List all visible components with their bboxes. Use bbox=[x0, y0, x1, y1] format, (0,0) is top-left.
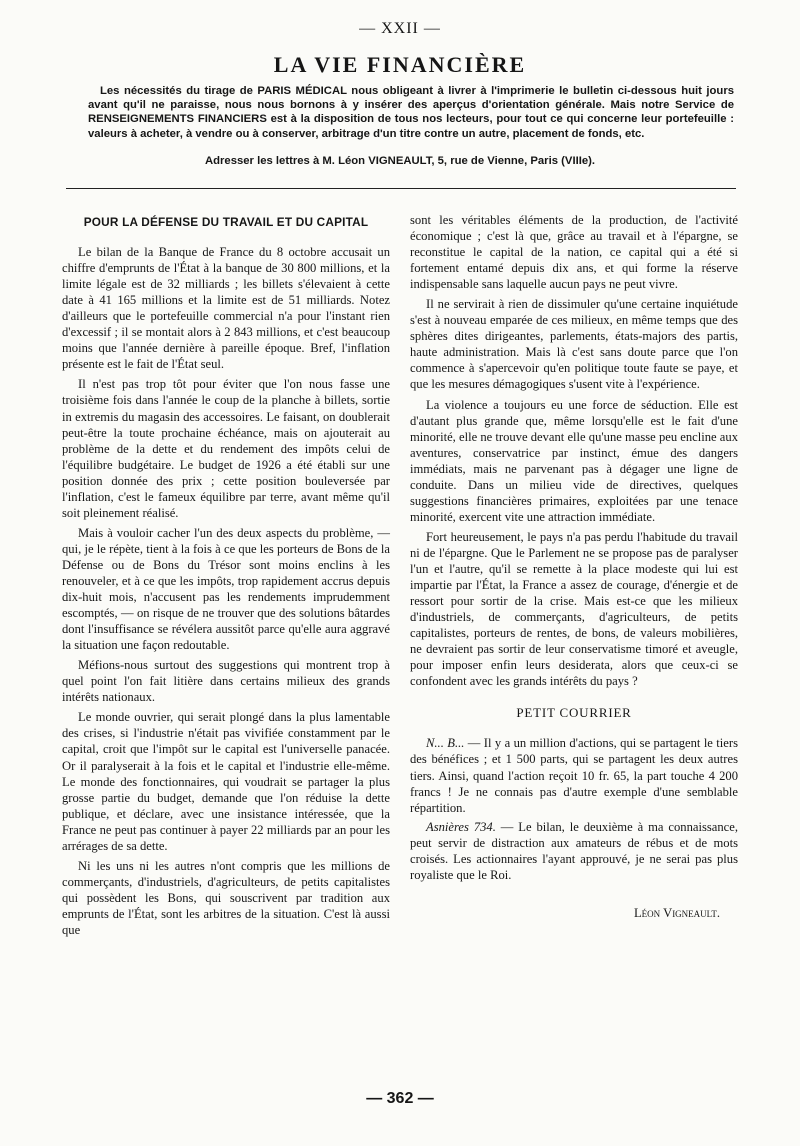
contact-address: Adresser les lettres à M. Léon VIGNEAULT, 5, rue de Vienne, Paris (VIIIe). bbox=[204, 155, 596, 167]
courrier-heading: PETIT COURRIER bbox=[516, 705, 632, 721]
right-column bbox=[410, 212, 738, 921]
article-paragraph: Il ne servirait à rien de dissimuler qu'une certaine inquiétude s'est à nouveau emparée de ces milieux, en même temps que des sphères dites dirigeantes, parlements, états-majors des partis, haute administration. Mais là c'est sans doute parce que l'on commence à s'apercevoir qu'en politique toute faute se paye, et que les mesures démagogiques s'usent vite à l'expérience. bbox=[410, 297, 738, 392]
page-number: — 362 — bbox=[366, 1090, 434, 1107]
article-paragraph: Méfions-nous surtout des suggestions qui montrent trop à quel point l'on fait litière dans certains milieux des grands intérêts nationaux. bbox=[62, 658, 390, 705]
article-paragraph: Le bilan de la Banque de France du 8 octobre accusait un chiffre d'emprunts de l'État à la banque de 30 800 millions, et la limite légale est de 32 milliards ; les billets s'élevaient à cette date à 41 165 millions et la limite est de 51 milliards. Notez d'ailleurs que le portefeuille commercial n'a pour l'instant rien d'excessif ; il se montait alors à 2 843 millions, et c'est beaucoup moins que l'année dernière à pareille époque. Bref, l'inflation présente est le fait de l'État seul. bbox=[62, 245, 390, 372]
courrier-correspondent: Asnières 734. bbox=[426, 819, 496, 834]
article-paragraph: sont les véritables éléments de la production, de l'activité économique ; c'est là que, grâce au travail et à l'épargne, se reconstitue le capital de la nation, ce capital qui a été si fortement entamé depuis dix ans, et qui forme la réserve indispensable sans laquelle aucun pays ne peut vivre. bbox=[410, 213, 738, 292]
article-closing-paragraph: Fort heureusement, le pays n'a pas perdu l'habitude du travail ni de l'épargne. Que le Parlement ne se propose pas de paralyser l'un et l'autre, qu'il se remette à la place modeste qui lui est impartie par l'État, la France a assez de courage, d'énergie et de ressort pour sortir de la crise. Mais est-ce que les milieux d'industriels, de commerçants, d'agriculteurs, de petits capitalistes, porteurs de rentes, de bons, de valeurs mobilières, ne devraient pas sortir de leur conservatisme timoré et aveugle, pour imposer enfin leurs desiderata, alors que ceux-ci se confondent avec les grands intérêts du pays ? bbox=[410, 529, 738, 689]
intro-notice: Les nécessités du tirage de PARIS MÉDICAL nous obligeant à livrer à l'imprimerie le bulletin ci-dessous huit jours avant qu'il ne paraisse, nous nous bornons à y insérer des aperçus d'orientation générale. Mais notre Service de RENSEIGNEMENTS FINANCIERS est à la disposition de tous nos lecteurs, pour tout ce qui concerne leur portefeuille : valeurs à acheter, à vendre ou à conserver, arbitrage d'un titre contre un autre, placement de fonds, etc. bbox=[88, 85, 734, 140]
roman-page-number: — XXII — bbox=[359, 20, 441, 37]
left-column bbox=[62, 212, 390, 942]
courrier-answer: — Le bilan, le deuxième à ma connaissance, peut servir de distraction aux amateurs de rébus et de mots croisés. Les actionnaires l'ayant approuvé, je ne serai pas plus royaliste que le Roi. bbox=[410, 819, 738, 882]
courrier-item bbox=[410, 819, 738, 883]
article-paragraph: Il n'est pas trop tôt pour éviter que l'on nous fasse une troisième fois dans l'année le coup de la planche à billets, sortie in extremis du magasin des accessoires. Le faisant, on doublerait peut-être la toute prochaine échéance, mais on ajouterait au problème de la dette et du rendement des impôts celui de l'équilibre budgétaire. Le budget de 1926 a été établi sur une position donnée des prix ; cette position bouleversée par l'inflation, c'est le fameux équilibre par terre, avant même qu'il soit pleinement réalisé. bbox=[62, 377, 390, 520]
author-signature: Léon Vigneault. bbox=[633, 905, 720, 920]
courrier-correspondent: N... B... bbox=[426, 736, 465, 751]
article-paragraph: La violence a toujours eu une force de séduction. Elle est d'autant plus grande que, même lorsqu'elle est le fait d'une minorité, elle ne trouve devant elle qu'une masse peu encline aux aventures, conservatrice par instinct, émue des dangers immédiats, mais ne parvenant pas à dégager une ligne de conduite. Dans un milieu vide de directives, quelques suggestions financières primaires, exploitées par une tenace minorité, exercent vite une attraction immédiate. bbox=[410, 397, 738, 524]
page-title: LA VIE FINANCIÈRE bbox=[273, 52, 527, 77]
courrier-item bbox=[410, 735, 738, 815]
article-heading: POUR LA DÉFENSE DU TRAVAIL ET DU CAPITAL bbox=[83, 215, 369, 229]
article-paragraph: Mais à vouloir cacher l'un des deux aspects du problème, — qui, je le répète, tient à la fois à ce que les porteurs de Bons de la Défense ou de Bons du Trésor sont moins enclins à les renouveler, et à ce que les impôts, trop rapidement accrus depuis dix-huit mois, n'accusent pas les rendements imprudemment escomptés, — on risque de ne trouver que des solutions bâtardes dont l'insuffisance se révélera aussitôt parce qu'elle aura aggravé la situation une façon redoutable. bbox=[62, 525, 390, 653]
article-paragraph: Le monde ouvrier, qui serait plongé dans la plus lamentable des crises, si l'industrie n'était pas vivifiée constamment par le capital, croit que l'impôt sur le capital est l'universelle panacée. Or il paralyserait à la fois et le capital et l'industrie elle-même. Le monde des fonctionnaires, qui voudrait se partager la plus grosse partie du budget, demande que l'on réduise la dette publique, et déclare, avec une insistance intéressée, que la France ne peut pas continuer à payer 22 milliards par an pour les arrérages de sa dette. bbox=[62, 710, 390, 853]
article-paragraph: Ni les uns ni les autres n'ont compris que les millions de commerçants, d'industriels, d'agriculteurs, de petits capitalistes qui possèdent les Bons, qui souscrivent par tradition aux emprunts de l'État, sont les arbitres de la situation. C'est là aussi que bbox=[62, 858, 390, 937]
header-divider bbox=[66, 188, 736, 189]
courrier-answer: — Il y a un million d'actions, qui se partagent le tiers des bénéfices ; et 1 500 parts, qui se partagent les deux autres tiers. Ainsi, quand l'action reçoit 10 fr. 65, la part touche 4 200 francs ! Je ne connais pas d'autre exemple d'une semblable répartition. bbox=[410, 736, 738, 815]
